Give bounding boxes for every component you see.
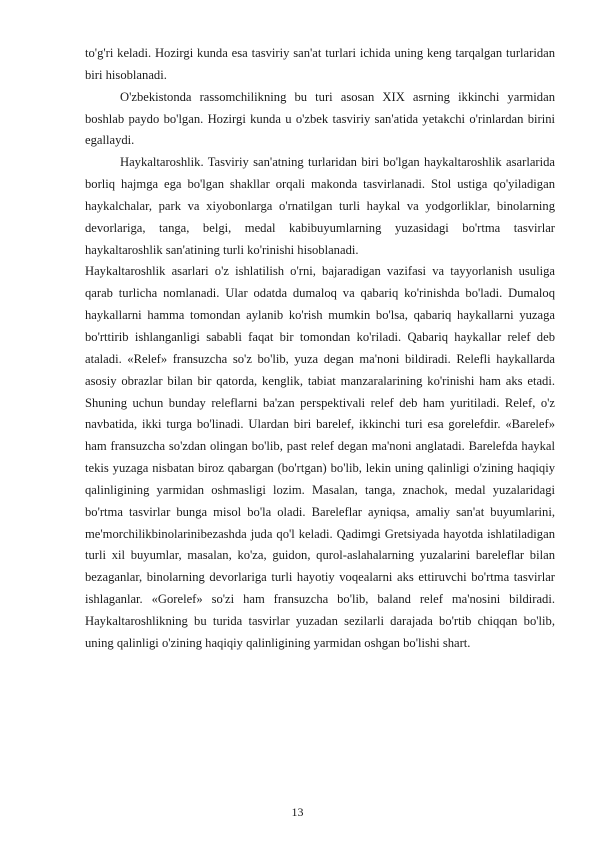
paragraph: Haykaltaroshlik. Tasviriy san'atning turlaridan biri bo'lgan haykaltaroshlik asarlarida borliq hajmga ega bo'lgan shakllar orqali makonda tasvirlanadi. Stol ustiga qo'yiladigan haykalchalar, park va xiyobonlarga o'rnatilgan turli haykal va yodgorliklar, binolarning devorlariga, tanga, belgi, medal kabibuyumlarning yuzasidagi bo'rtma tasvirlar haykaltaroshlik san'atining turli ko'rinishi hisoblanadi. [85, 155, 555, 257]
body-text [85, 43, 555, 655]
paragraph: to'g'ri keladi. Hozirgi kunda esa tasviriy san'at turlari ichida uning keng tarqalgan turlaridan biri hisoblanadi. [85, 46, 555, 82]
page-number: 13 [291, 805, 304, 819]
paragraph: Haykaltaroshlik asarlari o'z ishlatilish o'rni, bajaradigan vazifasi va tayyorlanish usuliga qarab turlicha nomlanadi. Ular odatda dumaloq va qabariq ko'rinishda bo'ladi. Dumaloq haykallarni hamma tomondan aylanib ko'rish mumkin bo'lsa, qabariq haykallarni yuzaga bo'rttirib ishlanganligi sababli faqat bir tomondan ko'riladi. Qabariq haykallar relef deb ataladi. «Relef» fransuzcha so'z bo'lib, yuza degan ma'noni bildiradi. Relefli haykallarda asosiy obrazlar bilan bir qatorda, kenglik, tabiat manzaralarining ko'rinishi ham aks etadi. Shuning uchun bunday releflarni ba'zan perspektivali relef deb ham yuritiladi. Relef, o'z navbatida, ikki turga bo'linadi. Ulardan biri barelef, ikkinchi turi esa gorelefdir. «Barelef» ham fransuzcha so'zdan olingan bo'lib, past relef degan ma'noni anglatadi. Barelefda haykal tekis yuzaga nisbatan biroz qabargan (bo'rtgan) bo'lib, lekin uning qalinligi o'zining haqiqiy qalinligining yarmidan oshmasligi lozim. Masalan, tanga, znachok, medal yuzalaridagi bo'rtma tasvirlar bunga misol bo'la oladi. Bareleflar ayniqsa, amaliy san'at buyumlarini, me'morchilikbinolarinibezashda juda qo'l keladi. Qadimgi Gretsiyada hayotda ishlatiladigan turli xil buyumlar, masalan, ko'za, guidon, qurol-aslahalarning yuzalarini bareleflar bilan bezaganlar, binolarning devorlariga turli hayotiy voqealarni aks ettiruvchi bo'rtma tasvirlar ishlaganlar. «Gorelef» so'zi ham fransuzcha bo'lib, baland relef ma'nosini bildiradi. Haykaltaroshlikning bu turida tasvirlar yuzadan sezilarli darajada bo'rtib chiqqan bo'lib, uning qalinligi o'zining haqiqiy qalinligining yarmidan oshgan bo'lishi shart. [85, 264, 555, 650]
paragraph: O'zbekistonda rassomchilikning bu turi asosan XIX asrning ikkinchi yarmidan boshlab paydo bo'lgan. Hozirgi kunda u o'zbek tasviriy san'atida yetakchi o'rinlardan birini egallaydi. [85, 89, 555, 148]
